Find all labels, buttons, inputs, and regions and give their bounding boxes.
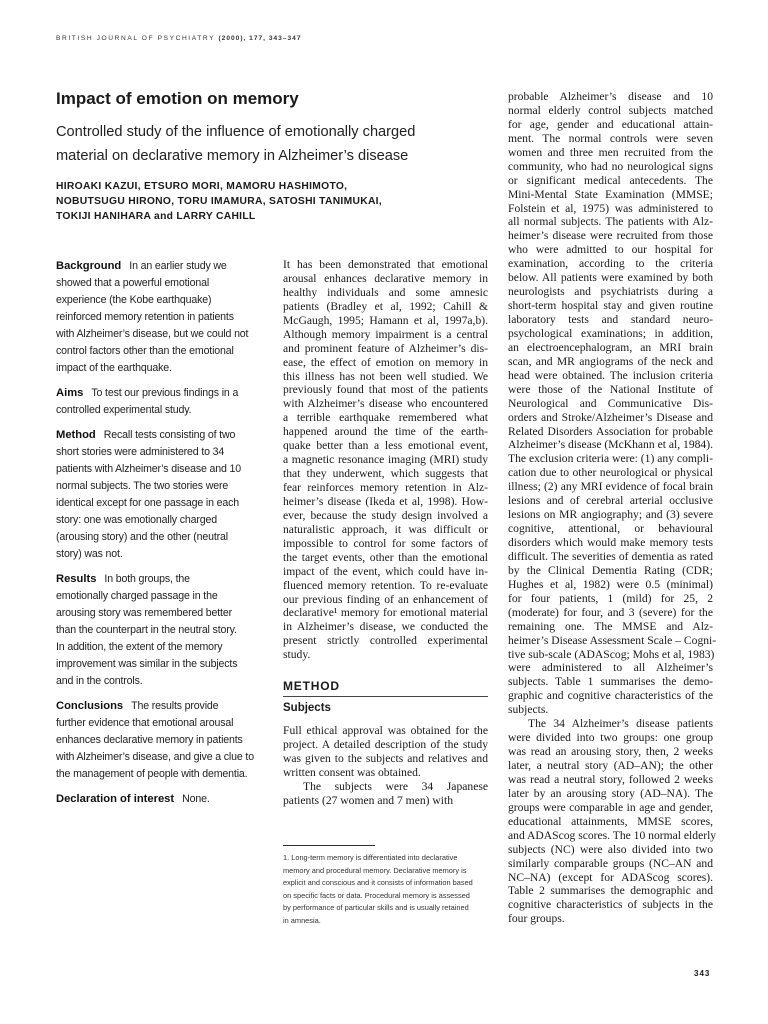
abstract-label: Aims <box>56 387 84 399</box>
abstract-line <box>56 656 271 673</box>
text-line: cognitive characteristics of subjects in the <box>508 898 713 912</box>
abstract-line <box>56 292 271 309</box>
text-line: women and three men recruited from the <box>508 145 713 159</box>
abstract-text: To test our previous findings in a <box>91 387 239 399</box>
text-line: Hughes et al, 1982) were 0.5 (minimal) <box>508 577 713 591</box>
text-line: a magnetic resonance imaging (MRI) study <box>283 453 488 467</box>
footnote-divider <box>283 845 375 846</box>
text-line: fear reinforces memory retention in Alz- <box>283 481 488 494</box>
text-line: cognitive, attentional, or behavioural <box>508 522 713 536</box>
text-line: tive sub-scale (ADAScog; Mohs et al, 1983) <box>508 647 715 661</box>
abstract-section-aims <box>56 385 271 419</box>
text-line: Neurological and Communicative Dis- <box>508 396 713 410</box>
abstract-text: controlled experimental study. <box>56 404 192 416</box>
text-line: (moderate) for four, and 3 (severe) for the <box>508 605 713 619</box>
abstract-text: patients with Alzheimer’s disease and 10 <box>56 463 241 475</box>
text-line: that they underwent, which suggests that <box>283 467 488 481</box>
footnote <box>283 852 493 928</box>
text-line: four groups. <box>508 912 565 926</box>
abstract-line <box>56 478 271 495</box>
abstract-text: normal subjects. The two stories were <box>56 480 229 492</box>
abstract-label: Declaration of interest <box>56 793 175 805</box>
abstract-line <box>56 546 271 563</box>
text-line: head were obtained. The inclusion criteria <box>508 368 713 382</box>
text-line: community, who had no neurological signs <box>508 159 713 173</box>
text-line: Alzheimer’s disease (McKhann et al, 1984). <box>508 438 713 452</box>
abstract-text: In addition, the extent of the memory <box>56 641 223 653</box>
footnote-line: 1. Long-term memory is differentiated into declarative <box>283 853 458 862</box>
abstract-text: story: one was emotionally charged <box>56 514 217 526</box>
footnote-line: memory and procedural memory. Declarative memory is <box>283 865 467 875</box>
text-line: psychological examinations; in addition, <box>508 326 713 340</box>
abstract-text: the management of people with dementia. <box>56 768 248 780</box>
abstract-section-declaration-of-interest <box>56 791 271 808</box>
text-line: lesions on MR angiography; and (3) severe <box>508 508 713 522</box>
abstract-line <box>56 444 271 461</box>
text-line: similarly comparable groups (NC–AN and <box>508 856 713 870</box>
text-line: and prominent feature of Alzheimer’s dis- <box>283 341 488 355</box>
abstract-line <box>56 622 271 639</box>
text-line: heimer’s disease were recruited from those <box>508 229 713 243</box>
text-line: our previous finding of an enhancement of <box>283 592 488 606</box>
text-line: for four patients, 1 (mild) for 25, 2 <box>508 591 713 605</box>
text-line: were divided into two groups: one group <box>508 731 713 745</box>
text-line: Full ethical approval was obtained for the <box>283 724 488 737</box>
text-line: ment. The normal controls were seven <box>508 131 713 145</box>
text-line: who were admitted to our hospital for <box>508 243 713 257</box>
abstract-line <box>56 791 271 808</box>
abstract-line <box>56 385 271 402</box>
article-subtitle <box>56 120 415 168</box>
subtitle-line: Controlled study of the influence of emotionally charged <box>56 124 416 140</box>
abstract-line <box>56 605 271 622</box>
text-line: patients (27 women and 7 men) with <box>283 793 454 807</box>
text-line: subjects. Table 1 summarises the demo- <box>508 675 713 689</box>
text-line: ease, the effect of emotion on memory in <box>283 355 488 369</box>
text-line: all normal subjects. The patients with Alz- <box>508 215 713 229</box>
text-line: by the Clinical Dementia Rating (CDR; <box>508 563 713 577</box>
page-number: 343 <box>694 969 711 978</box>
abstract-text: enhances declarative memory in patients <box>56 734 243 746</box>
text-line: Mini-Mental State Examination (MMSE; <box>508 187 713 201</box>
text-line: was read a neutral story, followed 2 weeks <box>508 772 713 786</box>
text-line: orders and Stroke/Alzheimer’s Disease and <box>508 410 713 424</box>
journal-name: BRITISH JOURNAL OF PSYCHIATRY <box>56 35 216 42</box>
abstract-label: Conclusions <box>56 700 124 712</box>
text-line: naturalistic approach, it was difficult or <box>283 522 488 536</box>
text-line: and ADAScog scores. The 10 normal elderly <box>508 828 717 842</box>
text-line: The exclusion criteria were: (1) any compli- <box>508 452 713 466</box>
text-line: graphic and cognitive characteristics of the <box>508 689 713 703</box>
abstract-text: improvement was similar in the subjects <box>56 658 238 670</box>
abstract-line <box>56 427 271 444</box>
text-line: later, a neutral story (AD–AN); the other <box>508 759 713 772</box>
abstract-line <box>56 698 271 715</box>
text-line: normal elderly control subjects matched <box>508 103 713 117</box>
text-line: this illness has not been well studied. We <box>283 369 488 383</box>
text-line: study. <box>283 648 311 662</box>
abstract-label: Background <box>56 260 122 272</box>
text-line: healthy individuals and some amnesic <box>283 285 488 299</box>
abstract-text: further evidence that emotional arousal <box>56 717 234 729</box>
abstract-text: emotionally charged passage in the <box>56 590 218 602</box>
text-line: groups were comparable in age and gender, <box>508 800 713 814</box>
text-line: in Alzheimer’s disease, we conducted the <box>283 620 488 634</box>
abstract-column <box>56 258 271 816</box>
abstract-line <box>56 275 271 292</box>
abstract-text: In an earlier study we <box>129 260 227 272</box>
abstract-text: impact of the earthquake. <box>56 362 172 374</box>
abstract-text: story) was not. <box>56 548 123 560</box>
abstract-line <box>56 766 271 783</box>
abstract-text: (arousing story) and the other (neutral <box>56 531 228 543</box>
abstract-text: with Alzheimer’s disease, but we could not <box>56 328 249 340</box>
text-line: heimer’s disease (Ikeda et al, 1998). How- <box>283 494 488 508</box>
abstract-text: control factors other than the emotional <box>56 345 234 357</box>
text-line: the target events, other than the emotional <box>283 550 488 564</box>
author-list <box>56 179 382 224</box>
text-line: lesions and of cerebral arterial occlusive <box>508 494 713 508</box>
text-line: arousal enhances declarative memory in <box>283 271 488 285</box>
text-line: heimer’s Disease Assessment Scale – Cogni- <box>508 633 717 647</box>
text-line: an electroencephalogram, an MRI brain <box>508 340 713 354</box>
text-line: below. All patients were examined by both <box>508 271 713 285</box>
abstract-text: Recall tests consisting of two <box>103 429 236 441</box>
abstract-text: identical except for one passage in each <box>56 497 240 509</box>
abstract-line <box>56 258 271 275</box>
text-line: was read an arousing story, then, 2 weeks <box>508 745 713 759</box>
text-line: Related Disorders Association for probable <box>508 424 713 438</box>
abstract-line <box>56 360 271 377</box>
text-line: probable Alzheimer’s disease and 10 <box>508 90 713 103</box>
subjects-subheading: Subjects <box>283 702 331 714</box>
abstract-text: and in the controls. <box>56 675 143 687</box>
author-line: HIROAKI KAZUI, ETSURO MORI, MAMORU HASHIMOTO, <box>56 181 348 192</box>
text-line: subjects (NC) were also divided into two <box>508 842 713 856</box>
abstract-label: Method <box>56 429 96 441</box>
subtitle-line: material on declarative memory in Alzheimer’s disease <box>56 148 409 164</box>
abstract-text: arousing story was remembered better <box>56 607 232 619</box>
text-line: project. A detailed description of the study <box>283 737 488 751</box>
abstract-text: experience (the Kobe earthquake) <box>56 294 212 306</box>
text-line: McGaugh, 1995; Hamann et al, 1997a,b). <box>283 313 488 327</box>
text-line: subjects. <box>508 703 549 717</box>
abstract-text: The results provide <box>131 700 219 712</box>
abstract-line <box>56 512 271 529</box>
text-line: Table 2 summarises the demographic and <box>508 884 713 898</box>
text-line: disorders which would make memory tests <box>508 536 713 549</box>
abstract-line <box>56 495 271 512</box>
text-line: impossible to control for some factors of <box>283 536 488 550</box>
abstract-section-conclusions <box>56 698 271 783</box>
text-line: present strictly controlled experimental <box>283 634 488 648</box>
text-line: a terrible earthquake remembered what <box>283 411 488 425</box>
text-line: NC–NA) (except for ADAScog scores). <box>508 870 713 884</box>
text-line: were administered to all Alzheimer’s <box>508 661 713 675</box>
abstract-label: Results <box>56 573 97 585</box>
text-line: declarative¹ memory for emotional material <box>283 606 488 620</box>
method-text <box>283 724 488 808</box>
text-line: It has been demonstrated that emotional <box>283 258 488 271</box>
right-column-text <box>508 90 717 926</box>
abstract-text: reinforced memory retention in patients <box>56 311 234 323</box>
abstract-line <box>56 639 271 656</box>
text-line: remaining one. The MMSE and Alz- <box>508 619 713 633</box>
introduction-text <box>283 258 488 662</box>
abstract-line <box>56 732 271 749</box>
author-line: NOBUTSUGU HIRONO, TORU IMAMURA, SATOSHI TANIMUKAI, <box>56 196 382 207</box>
footnote-line: on specific facts or data. Procedural memory is assessed <box>283 890 470 900</box>
text-line: difficult. The severities of dementia as rated <box>508 549 713 563</box>
text-line: neurologists and psychiatrists during a <box>508 285 713 299</box>
text-line: impact of the event, which could have in- <box>283 564 488 578</box>
abstract-section-method <box>56 427 271 563</box>
abstract-text: showed that a powerful emotional <box>56 277 210 289</box>
text-line: illness; (2) any MRI evidence of focal brain <box>508 480 713 494</box>
text-line: Folstein et al, 1975) was administered to <box>508 201 713 215</box>
article-title: Impact of emotion on memory <box>56 89 299 108</box>
abstract-text: with Alzheimer’s disease, and give a clue to <box>56 751 254 763</box>
abstract-section-results <box>56 571 271 690</box>
running-header <box>56 35 302 42</box>
text-line: quake better than a less emotional event, <box>283 439 488 453</box>
text-line: The 34 Alzheimer’s disease patients <box>528 717 713 731</box>
text-line: scan, and MR angiograms of the neck and <box>508 354 713 368</box>
abstract-line <box>56 749 271 766</box>
abstract-line <box>56 461 271 478</box>
abstract-text: than the counterpart in the neutral story. <box>56 624 237 636</box>
text-line: short-term hospital stay and given routine <box>508 299 713 313</box>
abstract-line <box>56 402 271 419</box>
author-line: TOKIJI HANIHARA and LARRY CAHILL <box>56 211 256 222</box>
text-line: were those of the National Institute of <box>508 382 713 396</box>
footnote-line: by performance of particular skills and is usually retained <box>283 903 469 913</box>
text-line: or significant medical antecedents. The <box>508 173 713 187</box>
text-line: laboratory tests and standard neuro- <box>508 313 713 326</box>
abstract-line <box>56 326 271 343</box>
text-line: ever, because the study design involved a <box>283 508 488 522</box>
abstract-line <box>56 715 271 732</box>
abstract-text: In both groups, the <box>104 573 190 585</box>
citation: (2000), 177, 343–347 <box>218 35 302 42</box>
text-line: examination, according to the criteria <box>508 257 713 271</box>
abstract-line <box>56 529 271 546</box>
abstract-line <box>56 571 271 588</box>
method-heading: METHOD <box>283 679 488 697</box>
text-line: previously found that most of the patients <box>283 383 488 397</box>
text-line: cation due to other neurological or physical <box>508 466 713 480</box>
abstract-line <box>56 588 271 605</box>
abstract-line <box>56 309 271 326</box>
text-line: The subjects were 34 Japanese <box>303 779 488 793</box>
text-line: was given to the subjects and relatives and <box>283 751 488 765</box>
abstract-line <box>56 673 271 690</box>
abstract-text: None. <box>182 793 210 805</box>
abstract-line <box>56 343 271 360</box>
text-line: patients (Bradley et al, 1992; Cahill & <box>283 299 488 313</box>
text-line: with Alzheimer’s disease who encountered <box>283 397 488 411</box>
footnote-line: explicit and conscious and it consists of information based <box>283 878 473 888</box>
text-line: educational attainments, MMSE scores, <box>508 814 713 828</box>
text-line: happened around the time of the earth- <box>283 425 488 439</box>
text-line: fluenced memory retention. To re-evaluate <box>283 578 488 592</box>
abstract-text: short stories were administered to 34 <box>56 446 225 458</box>
text-line: Although memory impairment is a central <box>283 327 488 341</box>
text-line: later by an arousing story (AD–NA). The <box>508 786 713 800</box>
text-line: written consent was obtained. <box>283 765 421 779</box>
footnote-line: in amnesia. <box>283 915 321 925</box>
abstract-section-background <box>56 258 271 377</box>
text-line: for age, gender and educational attain- <box>508 117 713 131</box>
